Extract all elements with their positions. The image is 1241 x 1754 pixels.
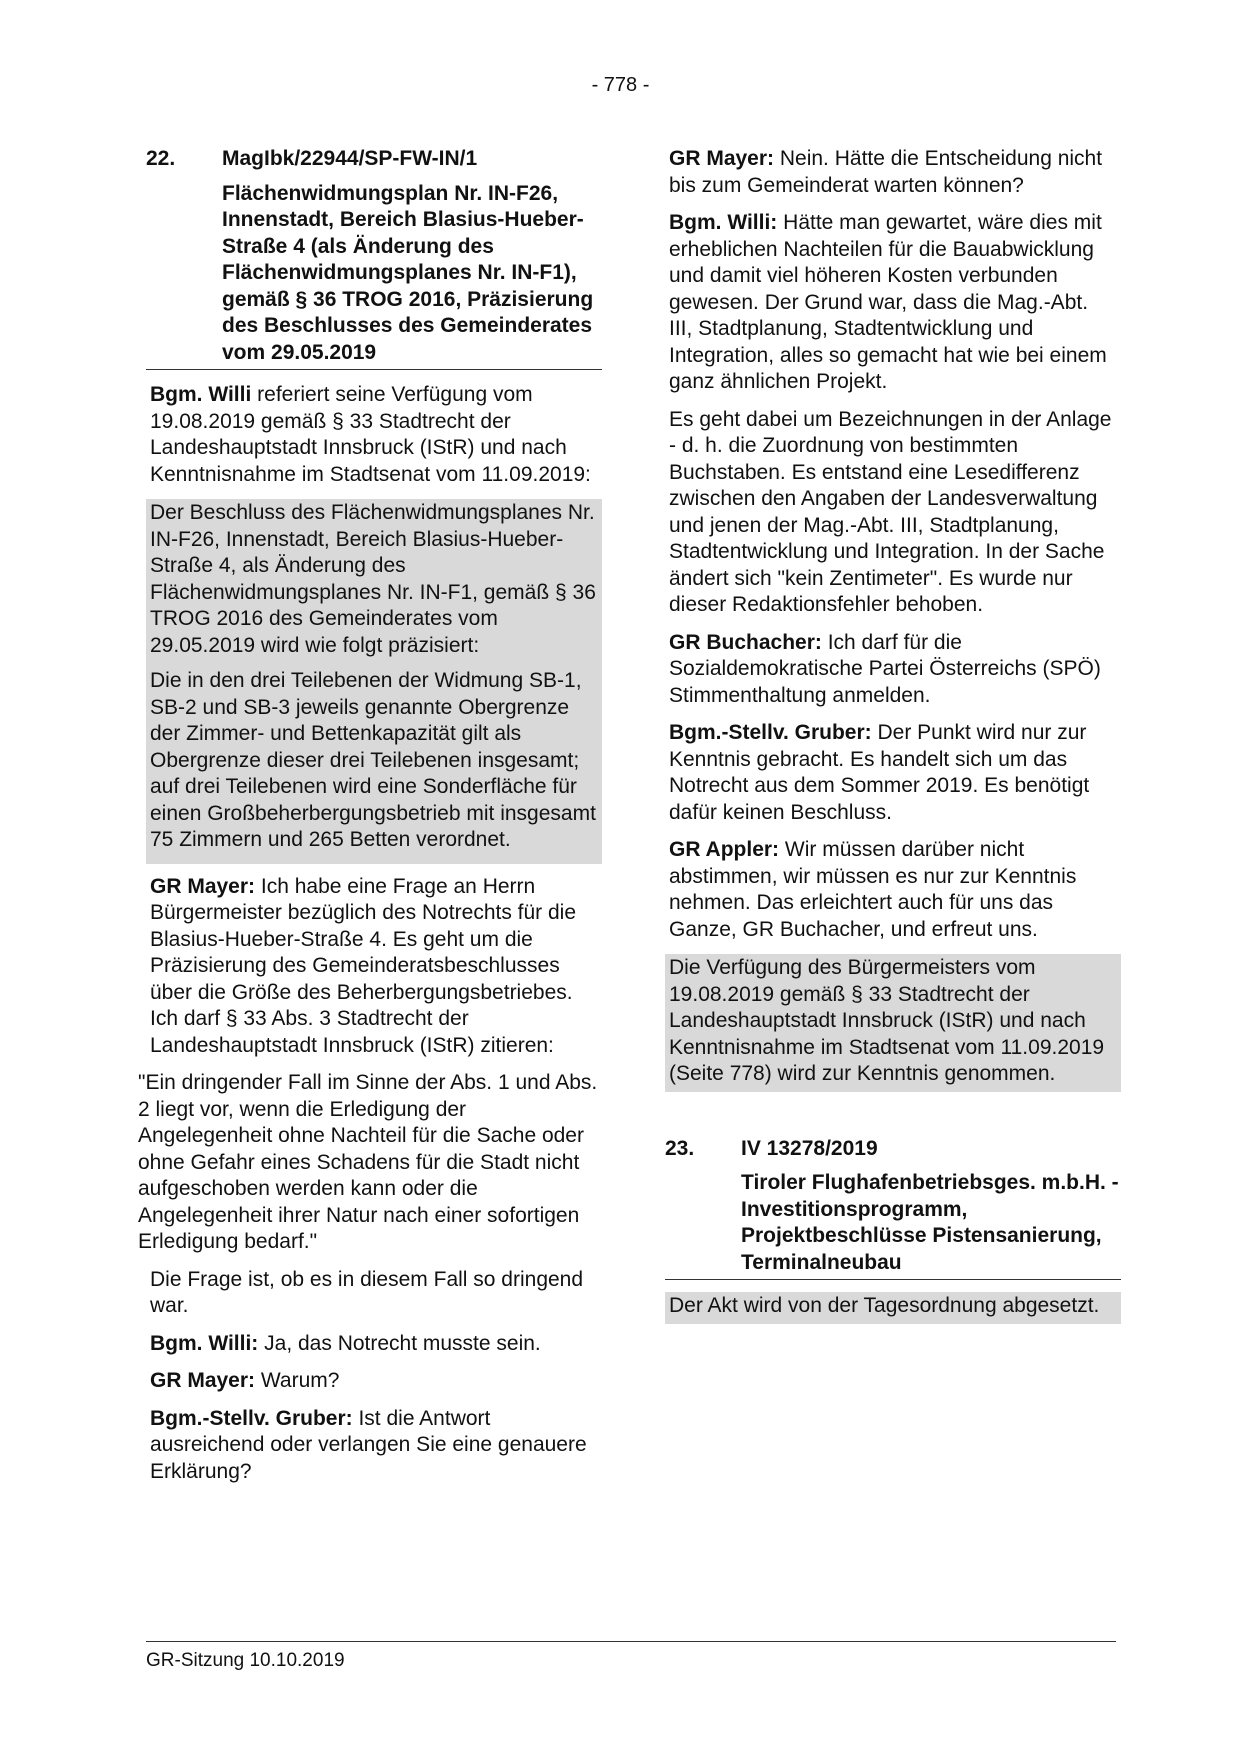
page-number: - 778 -: [591, 74, 650, 96]
statement: [665, 720, 1121, 826]
legal-quote: "Ein dringender Fall im Sinne der Abs. 1 und Abs. 2 liegt vor, wenn die Erledigung der Angelegenheit ohne Nachteil für die Sache oder ohne Gefahr eines Schadens für die Stadt nicht aufgeschoben werden kann oder die Angelegenheit ihrer Natur nach einer sofortigen Erledigung bedarf.": [138, 1071, 598, 1253]
statement: [146, 874, 602, 1060]
spacer: [665, 1092, 1121, 1136]
speaker: Bgm.-Stellv. Gruber:: [669, 721, 872, 744]
title-divider: [146, 369, 602, 370]
statement: [665, 630, 1121, 710]
right-column: [665, 146, 1121, 1324]
decision-paragraph: Der Beschluss des Flächenwidmungsplanes Nr. IN-F26, Innenstadt, Bereich Blasius-Hueber-Straße 4, als Änderung des Flächenwidmungsplanes Nr. IN-F1, gemäß § 36 TROG 2016 des Gemeinderates vom 29.05.2019 wird wie folgt präzisiert:: [150, 501, 596, 657]
speaker: Bgm. Willi:: [669, 211, 778, 234]
speaker: GR Buchacher:: [669, 630, 822, 654]
decision-paragraph: Die in den drei Teilebenen der Widmung SB-1, SB-2 und SB-3 jeweils genannte Obergrenze der Zimmer- und Bettenkapazität gilt als Obergrenze dieser drei Teilebenen insgesamt; auf drei Teilebenen wird eine Sonderfläche für einen Großbeherbergungsbetrieb mit insgesamt 75 Zimmern und 265 Betten verordnet.: [150, 669, 596, 851]
statement-text: Ich darf für die Sozialdemokratische Partei Österreichs (SPÖ) Stimmenthaltung anmelden.: [669, 630, 1101, 707]
statement: [146, 1368, 602, 1395]
item-23-title: Tiroler Flughafenbetriebsges. m.b.H. - Investitionsprogramm, Projektbeschlüsse Pistensanierung, Terminalneubau: [741, 1171, 1119, 1274]
speaker: GR Mayer:: [669, 147, 775, 170]
statement-text: Der Punkt wird nur zur Kenntnis gebracht. Es handelt sich um das Notrecht aus dem Sommer 2019. Es benötigt dafür keinen Beschluss.: [669, 721, 1090, 824]
item-reference: MagIbk/22944/SP-FW-IN/1: [222, 147, 478, 170]
statement-text: Warum?: [255, 1369, 340, 1392]
statement: [665, 837, 1121, 943]
statement: Die Frage ist, ob es in diesem Fall so dringend war.: [150, 1267, 584, 1317]
speaker: Bgm. Willi:: [150, 1331, 259, 1355]
speaker: GR Appler:: [669, 838, 780, 861]
footer-divider: [146, 1641, 1116, 1642]
title-divider: [665, 1279, 1121, 1280]
item-22-title: Flächenwidmungsplan Nr. IN-F26, Innenstadt, Bereich Blasius-Hueber-Straße 4 (als Änderung des Flächenwidmungsplanes Nr. IN-F1), gemäß § 36 TROG 2016, Präzisierung des Beschlusses des Gemeinderates vom 29.05.2019: [222, 181, 594, 364]
statement: [146, 1331, 602, 1358]
speaker: Bgm. Willi: [150, 383, 252, 406]
item-22-header: [146, 146, 602, 173]
speaker: GR Mayer:: [150, 874, 256, 898]
statement: [665, 210, 1121, 396]
statement: [665, 146, 1121, 199]
statement-text: Ist die Antwort ausreichend oder verlangen Sie eine genauere Erklärung?: [150, 1406, 587, 1483]
resolution-box: Der Akt wird von der Tagesordnung abgesetzt.: [665, 1292, 1121, 1324]
resolution-box: Die Verfügung des Bürgermeisters vom 19.08.2019 gemäß § 33 Stadtrecht der Landeshauptstadt Innsbruck (IStR) und nach Kenntnisnahme im Stadtsenat vom 11.09.2019 (Seite 778) wird zur Kenntnis genommen.: [665, 954, 1121, 1092]
item-reference: IV 13278/2019: [741, 1136, 878, 1160]
item-23-header: [665, 1136, 1121, 1163]
left-column: [138, 146, 602, 1496]
statement-text: Ich habe eine Frage an Herrn Bürgermeister bezüglich des Notrechts für die Blasius-Hueber-Straße 4. Es geht um die Präzisierung des Gemeinderatsbeschlusses über die Größe des Beherbergungsbetriebes. Ich darf § 33 Abs. 3 Stadtrecht der Landeshauptstadt Innsbruck (IStR) zitieren:: [150, 874, 577, 1057]
item-number: 23.: [665, 1136, 695, 1160]
item-number: 22.: [146, 147, 176, 170]
footer-text: GR-Sitzung 10.10.2019: [146, 1650, 345, 1671]
statement-text: Ja, das Notrecht musste sein.: [258, 1331, 541, 1355]
statement-text: referiert seine Verfügung vom 19.08.2019 gemäß § 33 Stadtrecht der Landeshauptstadt Innsbruck (IStR) und nach Kenntnisnahme im Stadtsenat vom 11.09.2019:: [150, 383, 591, 486]
statement: Es geht dabei um Bezeichnungen in der Anlage - d. h. die Zuordnung von bestimmten Buchstaben. Es entstand eine Lesedifferenz zwischen den Angaben der Landesverwaltung und jenen der Mag.-Abt. III, Stadtplanung, Stadtentwicklung und Integration. In der Sache ändert sich "kein Zentimeter". Es wurde nur dieser Redaktionsfehler behoben.: [669, 407, 1112, 616]
speaker: Bgm.-Stellv. Gruber:: [150, 1406, 353, 1430]
statement-text: Nein. Hätte die Entscheidung nicht bis zum Gemeinderat warten können?: [669, 147, 1103, 197]
speaker: GR Mayer:: [150, 1369, 256, 1392]
decision-box: [146, 499, 602, 864]
statement: [146, 1406, 602, 1486]
intro-paragraph: [146, 382, 602, 488]
statement-text: Wir müssen darüber nicht abstimmen, wir müssen es nur zur Kenntnis nehmen. Das erleichtert auch für uns das Ganze, GR Buchacher, und erfreut uns.: [669, 838, 1077, 941]
statement-text: Hätte man gewartet, wäre dies mit erheblichen Nachteilen für die Bauabwicklung und damit viel höheren Kosten verbunden gewesen. Der Grund war, dass die Mag.-Abt. III, Stadtplanung, Stadtentwicklung und Integration, alles so gemacht hat wie bei einem ganz ähnlichen Projekt.: [669, 211, 1107, 393]
